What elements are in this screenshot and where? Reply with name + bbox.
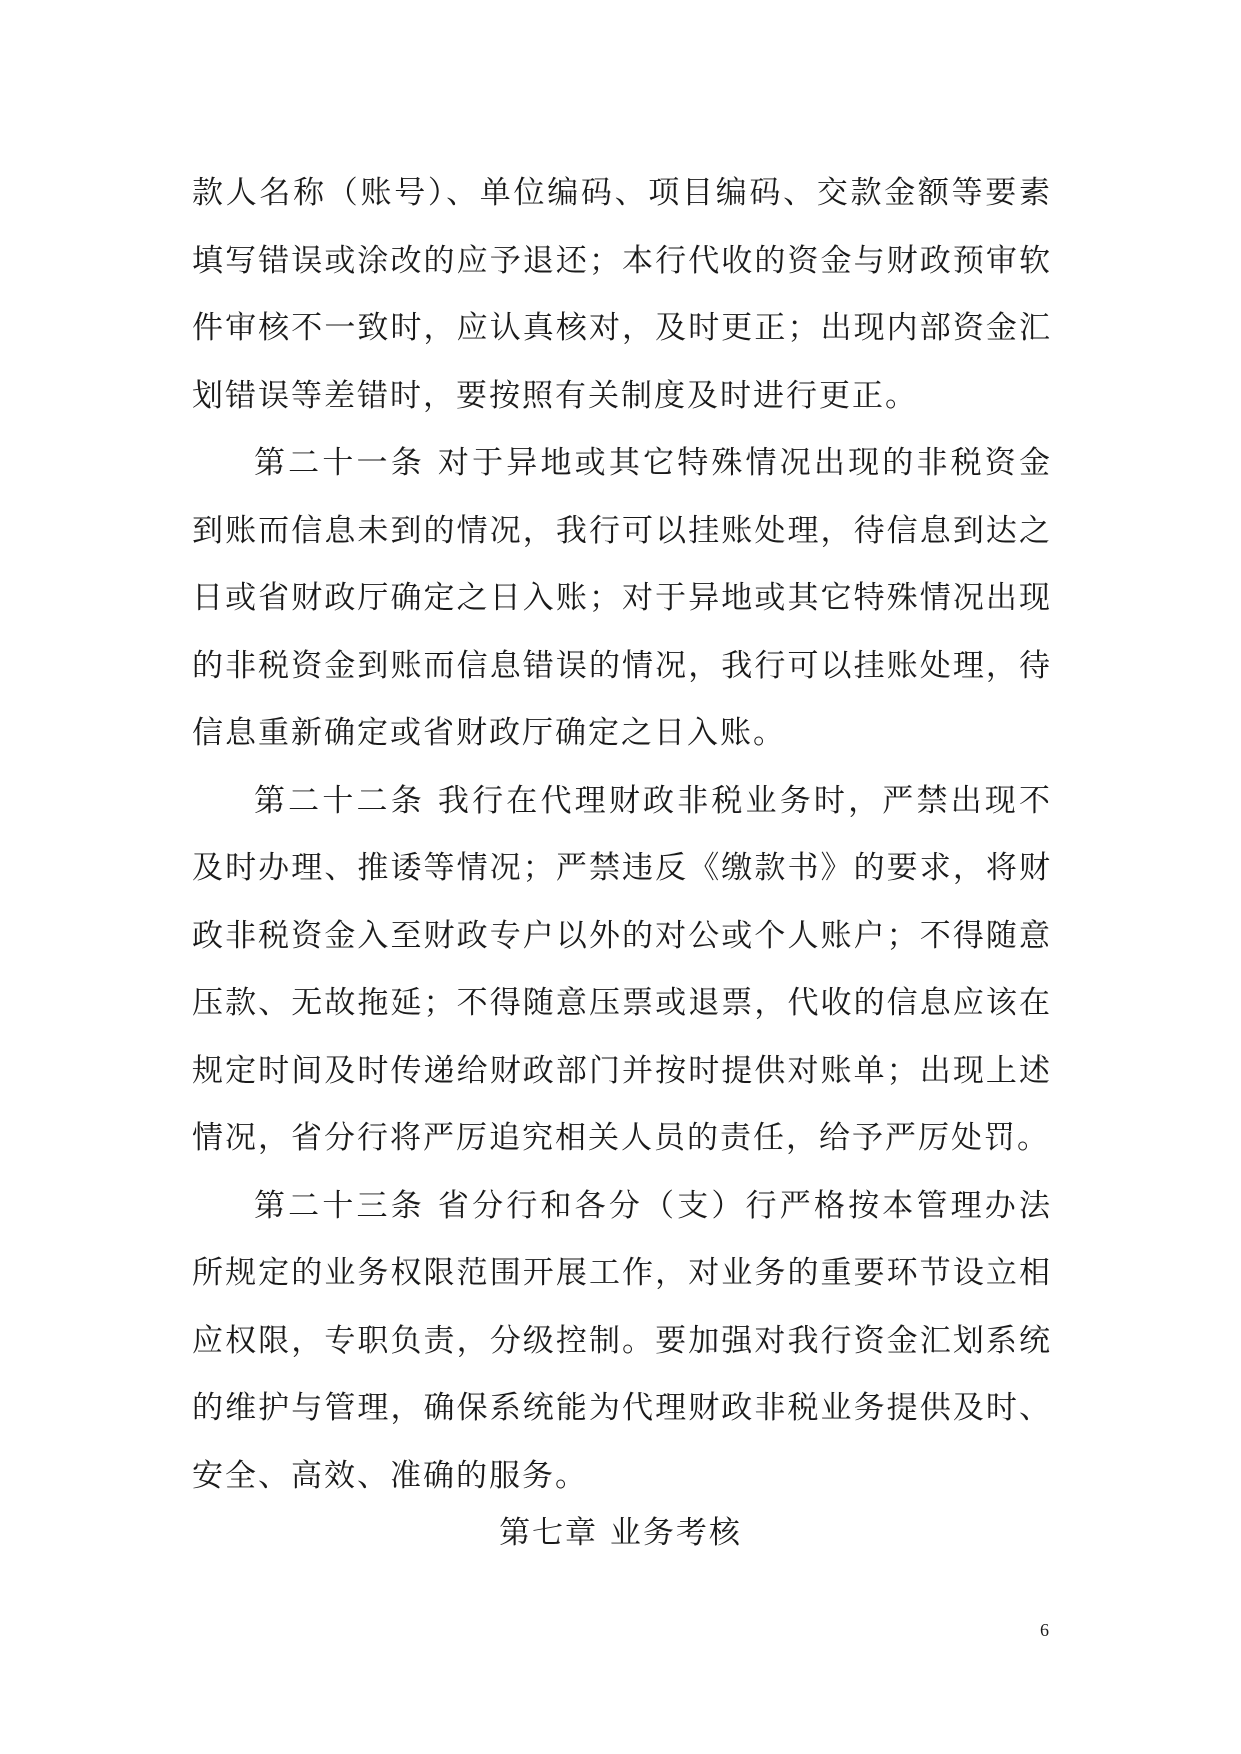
paragraph-article-23: 第二十三条 省分行和各分（支）行严格按本管理办法所规定的业务权限范围开展工作，对业务的重要环节设立相应权限，专职负责，分级控制。要加强对我行资金汇划系统的维护与管理，确保系统能为代理财政非税业务提供及时、安全、高效、准确的服务。 [192, 1187, 1052, 1494]
chapter-heading: 第七章 业务考核 [499, 1515, 742, 1551]
body-text [192, 160, 1052, 1510]
paragraph-article-22: 第二十二条 我行在代理财政非税业务时，严禁出现不及时办理、推诿等情况；严禁违反《缴款书》的要求，将财政非税资金入至财政专户以外的对公或个人账户；不得随意压款、无故拖延；不得随意压票或退票，代收的信息应该在规定时间及时传递给财政部门并按时提供对账单；出现上述情况，省分行将严厉追究相关人员的责任，给予严厉处罚。 [192, 782, 1052, 1156]
paragraph-continuation: 款人名称（账号）、单位编码、项目编码、交款金额等要素填写错误或涂改的应予退还；本行代收的资金与财政预审软件审核不一致时，应认真核对，及时更正；出现内部资金汇划错误等差错时，要按照有关制度及时进行更正。 [192, 175, 1052, 414]
paragraph-article-21: 第二十一条 对于异地或其它特殊情况出现的非税资金到账而信息未到的情况，我行可以挂账处理，待信息到达之日或省财政厅确定之日入账；对于异地或其它特殊情况出现的非税资金到账而信息错误的情况，我行可以挂账处理，待信息重新确定或省财政厅确定之日入账。 [192, 445, 1052, 751]
page-number: 6 [1040, 1620, 1049, 1640]
